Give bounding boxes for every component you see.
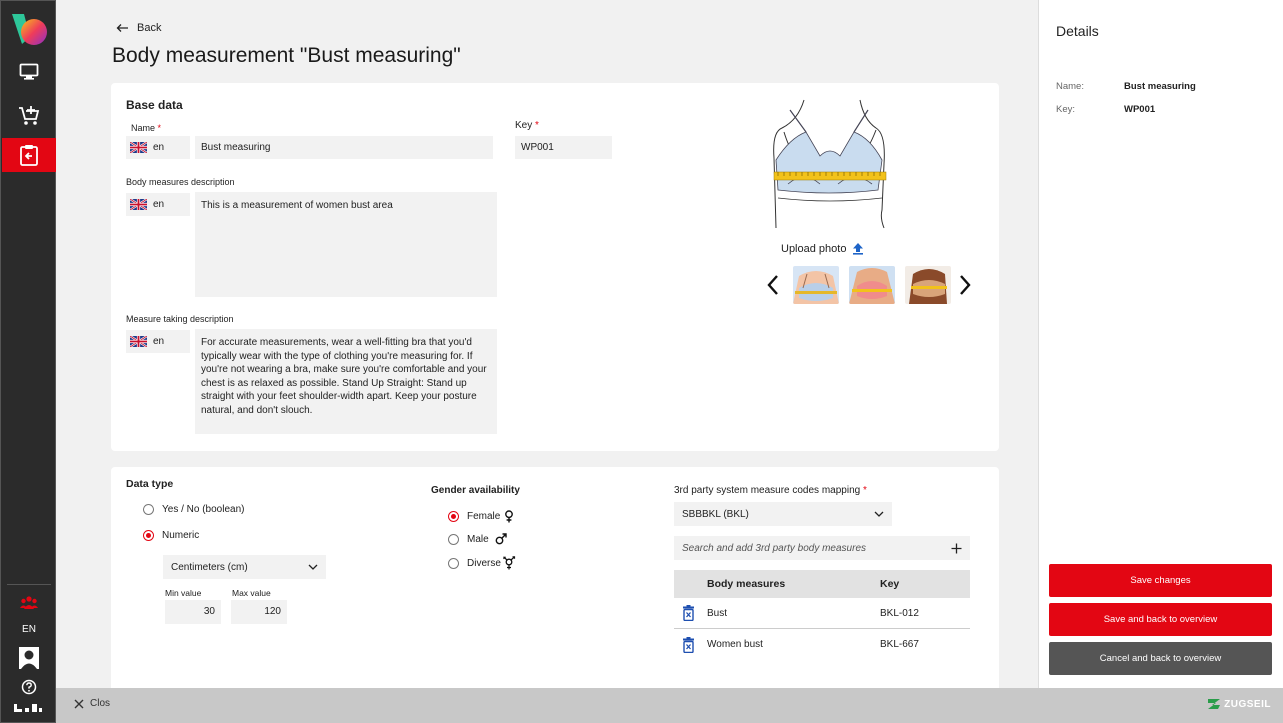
details-key-value: WP001 xyxy=(1124,104,1156,115)
language-switch[interactable]: EN xyxy=(22,624,36,635)
trash-icon xyxy=(682,637,695,653)
data-type-title: Data type xyxy=(126,478,174,490)
save-and-back-button[interactable]: Save and back to overview xyxy=(1049,603,1272,636)
name-input[interactable]: Bust measuring xyxy=(195,136,493,159)
people-icon xyxy=(20,596,38,610)
male-symbol-icon xyxy=(495,533,507,545)
measure-search-placeholder: Search and add 3rd party body measures xyxy=(682,542,866,554)
details-name-key: Name: xyxy=(1056,81,1084,92)
details-key-key: Key: xyxy=(1056,104,1076,115)
brand-mark-icon xyxy=(13,703,45,713)
system-select[interactable] xyxy=(674,502,892,526)
avatar-icon xyxy=(19,647,39,669)
upload-icon xyxy=(852,242,864,255)
photo-thumbnail-2[interactable] xyxy=(849,266,895,304)
back-link[interactable] xyxy=(116,22,161,34)
app-logo[interactable] xyxy=(10,11,48,47)
save-changes-button[interactable]: Save changes xyxy=(1049,564,1272,597)
body-desc-textarea[interactable]: This is a measurement of women bust area xyxy=(195,192,497,297)
min-value-input[interactable]: 30 xyxy=(165,600,221,624)
delete-row-button[interactable] xyxy=(682,598,695,628)
name-lang-code: en xyxy=(153,142,165,153)
measure-desc-label: Measure taking description xyxy=(126,314,234,324)
radio-boolean[interactable] xyxy=(143,504,244,515)
upload-photo-label: Upload photo xyxy=(781,242,847,255)
team-button[interactable] xyxy=(2,589,56,617)
zugseil-logo-icon xyxy=(1207,698,1221,710)
col-key: Key xyxy=(880,578,900,590)
details-panel xyxy=(1038,0,1283,688)
close-button[interactable] xyxy=(74,698,110,709)
upload-photo-button[interactable] xyxy=(781,242,864,255)
key-input[interactable]: WP001 xyxy=(515,136,612,159)
bust-photo-1-icon xyxy=(793,266,839,304)
radio-female[interactable] xyxy=(448,510,514,523)
body-desc-label: Body measures description xyxy=(126,177,235,187)
bottom-bar xyxy=(56,688,1283,723)
radio-female-circle[interactable] xyxy=(448,511,459,522)
name-label: Name * xyxy=(131,123,162,133)
prev-photo-chevron-icon[interactable] xyxy=(766,274,780,296)
radio-female-label: Female xyxy=(467,511,501,522)
base-data-title: Base data xyxy=(126,98,183,112)
chevron-down-icon xyxy=(874,511,884,517)
max-value-input[interactable]: 120 xyxy=(231,600,287,624)
arrow-left-icon xyxy=(116,23,129,33)
system-select-value: SBBBKL (BKL) xyxy=(682,508,749,520)
user-avatar-button[interactable] xyxy=(2,644,56,672)
clipboard-back-icon xyxy=(19,144,39,166)
close-label: Clos xyxy=(90,698,111,709)
gender-title: Gender availability xyxy=(431,485,520,496)
help-icon xyxy=(21,679,37,695)
radio-diverse-label: Diverse xyxy=(467,557,501,569)
unit-select-value: Centimeters (cm) xyxy=(171,561,248,573)
row-key: BKL-012 xyxy=(880,607,919,619)
diverse-symbol-icon xyxy=(502,556,516,570)
bust-photo-3-icon xyxy=(905,266,951,304)
radio-numeric-label: Numeric xyxy=(162,530,200,541)
details-name-value: Bust measuring xyxy=(1124,81,1196,92)
trash-icon xyxy=(682,605,695,621)
col-body-measures: Body measures xyxy=(707,578,786,590)
bust-illustration xyxy=(768,98,892,230)
photo-thumbnail-1[interactable] xyxy=(793,266,839,304)
radio-diverse-circle[interactable] xyxy=(448,558,459,569)
monitor-icon xyxy=(19,63,39,81)
radio-male-circle[interactable] xyxy=(448,534,459,545)
row-key: BKL-667 xyxy=(880,639,919,650)
photo-thumbnail-3[interactable] xyxy=(905,266,951,304)
page-title: Body measurement "Bust measuring" xyxy=(112,44,461,67)
bust-photo-2-icon xyxy=(849,266,895,304)
rail-divider xyxy=(7,584,51,585)
body-desc-lang-code: en xyxy=(153,199,165,210)
close-icon xyxy=(74,699,84,709)
uk-flag-icon xyxy=(130,199,147,210)
mapping-label: 3rd party system measure codes mapping * xyxy=(674,485,867,496)
table-row xyxy=(674,629,970,660)
measure-desc-textarea[interactable]: For accurate measurements, wear a well-fitting bra that you'd typically wear with the type of clothing you're measuring for. If you're not wearing a bra, make sure you're comfortable and your chest is as relaxed as possible. Stand Up Straight: Stand up straight with your feet shoulder-width apart. Keep your posture natural, and don't slouch. xyxy=(195,329,497,434)
row-measure: Bust xyxy=(707,607,728,619)
radio-male[interactable] xyxy=(448,533,507,545)
radio-numeric[interactable] xyxy=(143,530,199,541)
monitor-nav-button[interactable] xyxy=(2,55,56,89)
help-button[interactable] xyxy=(2,676,56,698)
key-label: Key * xyxy=(515,120,539,131)
measure-desc-lang-code: en xyxy=(153,336,165,347)
body-desc-lang-selector[interactable] xyxy=(126,193,190,216)
uk-flag-icon xyxy=(130,142,147,153)
row-measure: Women bust xyxy=(707,639,763,650)
plus-icon[interactable] xyxy=(951,543,962,554)
brand-name: ZUGSEIL xyxy=(1224,698,1271,710)
radio-boolean-label: Yes / No (boolean) xyxy=(162,504,245,515)
table-row xyxy=(674,598,970,629)
delete-row-button[interactable] xyxy=(682,629,695,660)
back-label: Back xyxy=(137,22,162,34)
bottom-brand-mark xyxy=(2,700,56,716)
brand-logo xyxy=(1207,698,1271,710)
cancel-and-back-button[interactable]: Cancel and back to overview xyxy=(1049,642,1272,675)
measure-desc-lang-selector[interactable] xyxy=(126,330,190,353)
radio-boolean-circle[interactable] xyxy=(143,504,154,515)
chevron-down-icon xyxy=(308,564,318,570)
radio-numeric-circle[interactable] xyxy=(143,530,154,541)
radio-diverse[interactable] xyxy=(448,556,516,570)
measures-table-header xyxy=(674,570,970,598)
measure-search-input[interactable] xyxy=(674,536,970,560)
cart-nav-button[interactable] xyxy=(2,99,56,133)
measurement-nav-button[interactable] xyxy=(2,138,56,172)
unit-select[interactable] xyxy=(163,555,326,579)
left-rail xyxy=(0,0,56,723)
female-symbol-icon xyxy=(504,510,514,523)
max-value-label: Max value xyxy=(232,588,271,598)
min-value-label: Min value xyxy=(165,588,202,598)
name-lang-selector[interactable] xyxy=(126,136,190,159)
radio-male-label: Male xyxy=(467,533,489,545)
details-title: Details xyxy=(1056,23,1099,39)
add-to-cart-icon xyxy=(18,105,40,127)
next-photo-chevron-icon[interactable] xyxy=(958,274,972,296)
uk-flag-icon xyxy=(130,336,147,347)
